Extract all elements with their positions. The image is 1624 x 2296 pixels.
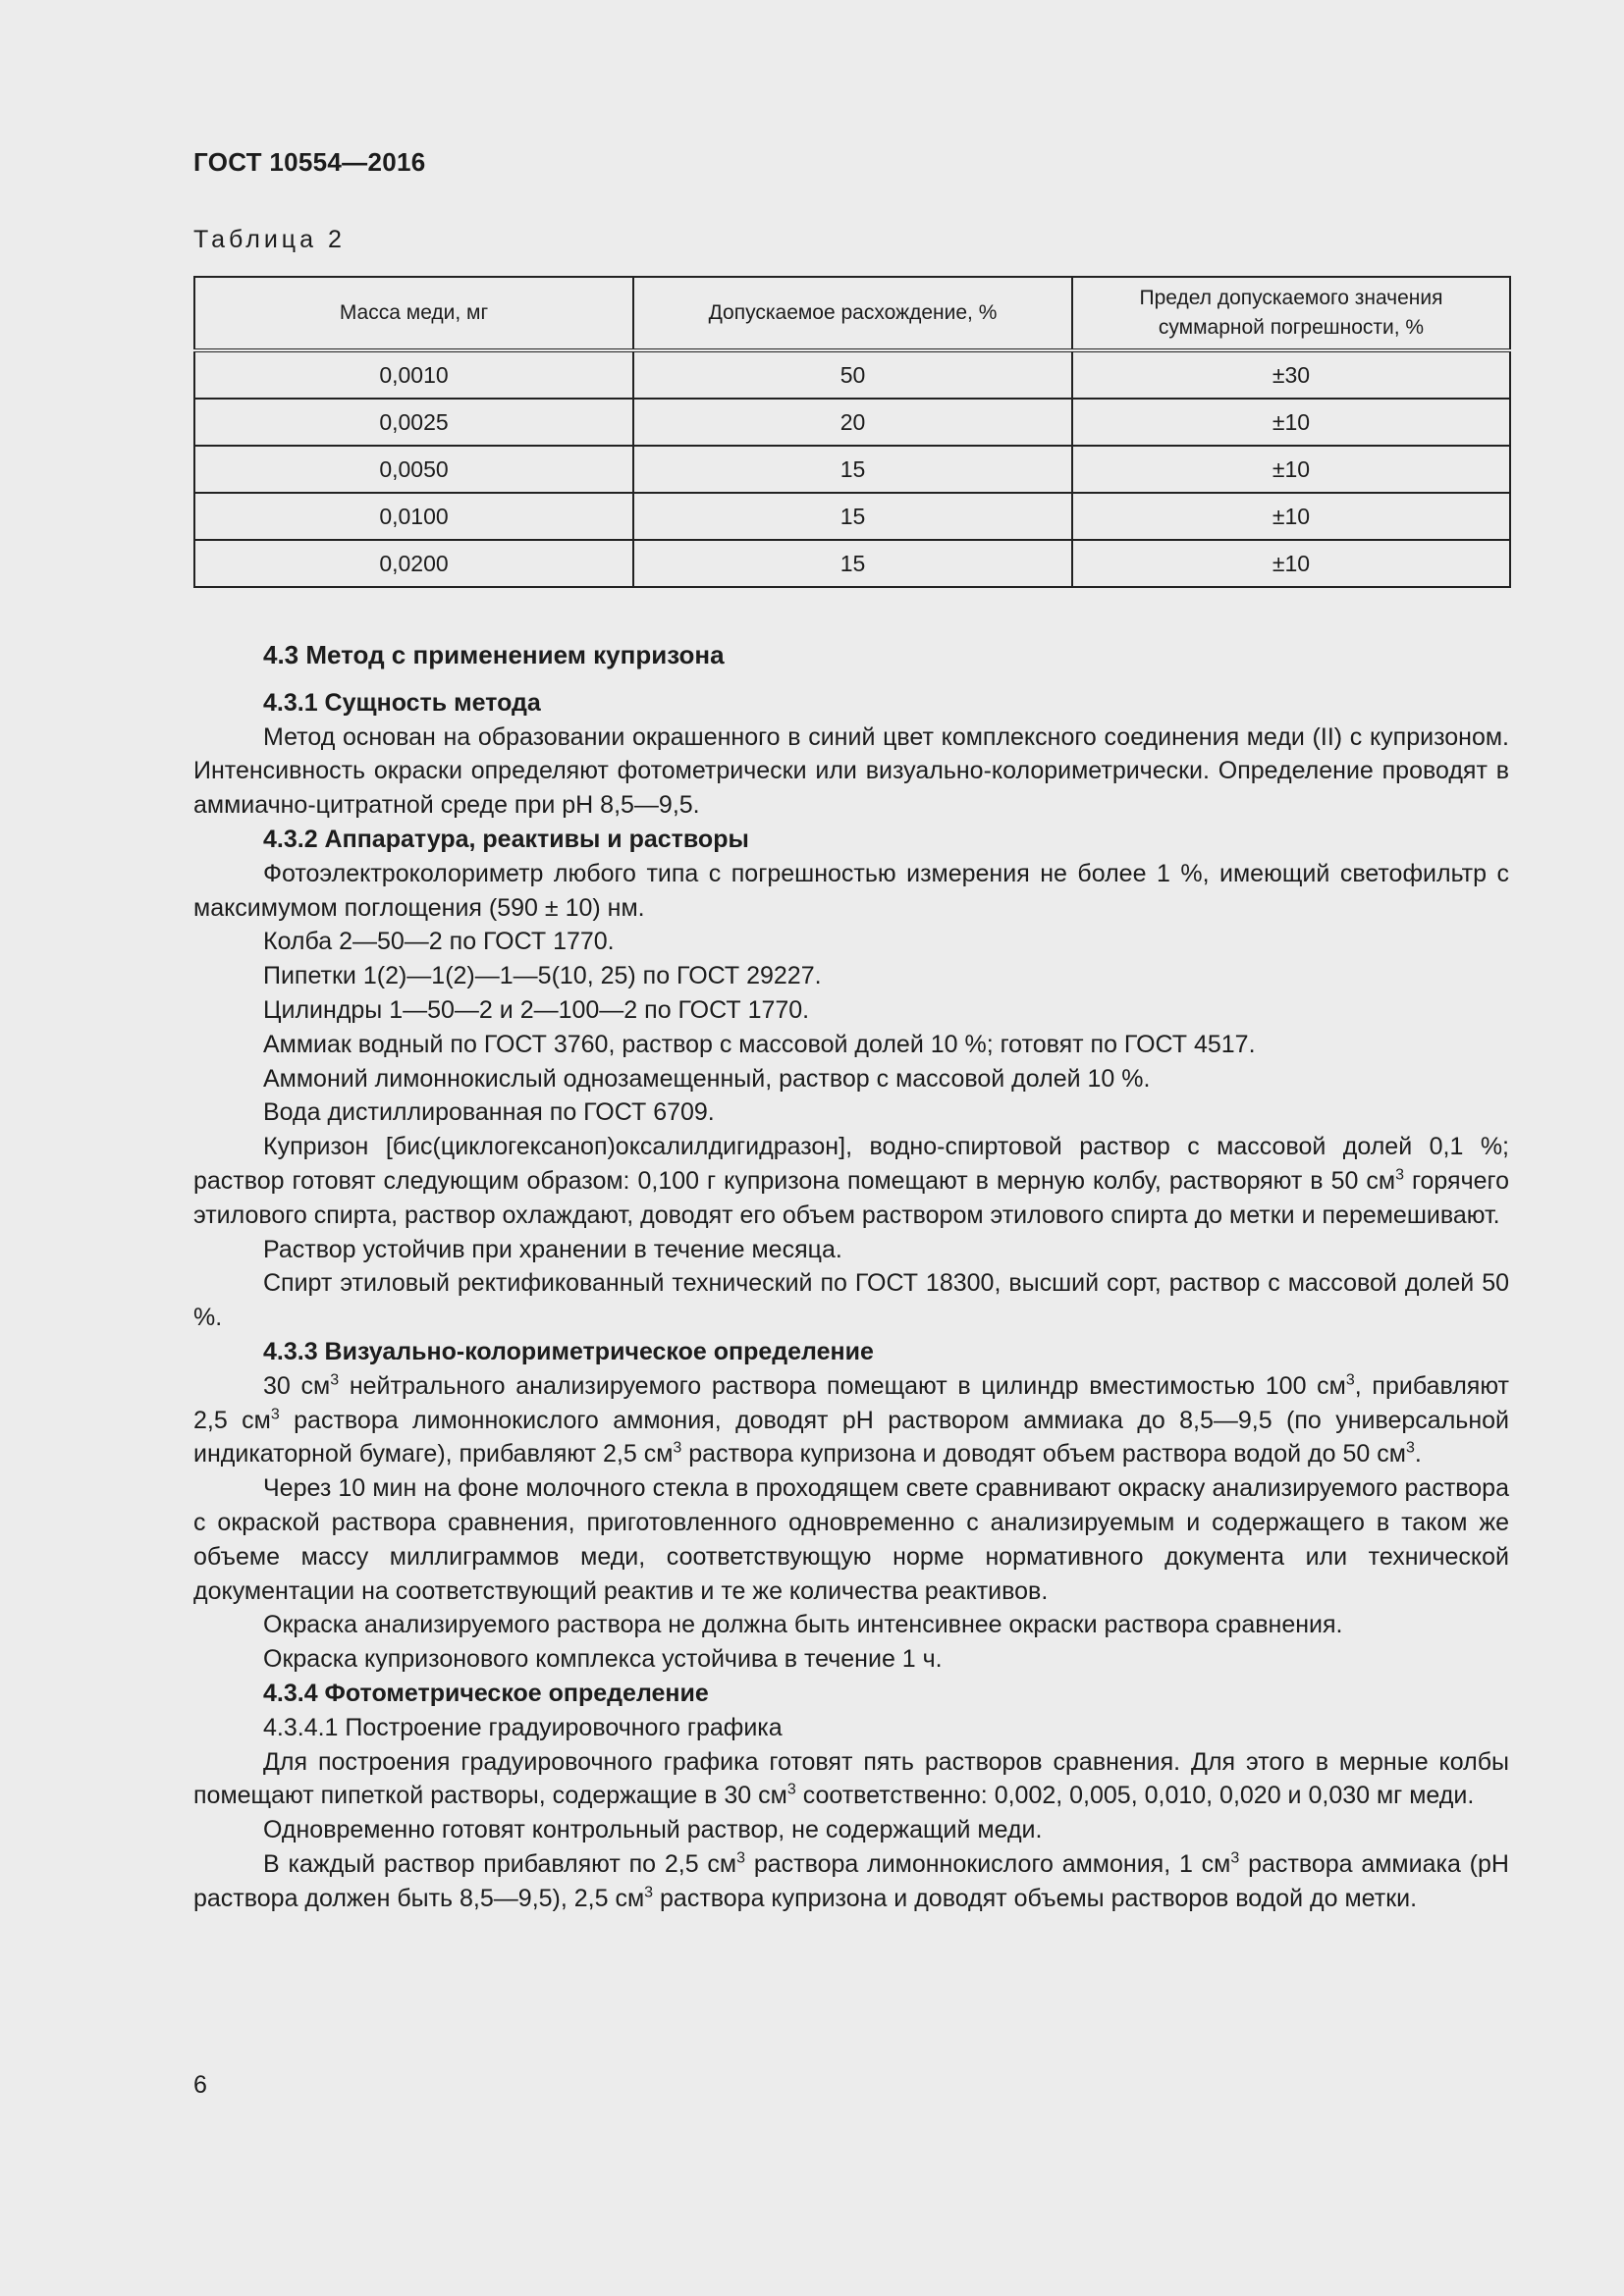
paragraph: [193, 1745, 1509, 1814]
document-body: [193, 638, 1509, 1915]
subsection-heading: 4.3.2 Аппаратура, реактивы и растворы: [263, 825, 749, 853]
paragraph: Вода дистиллированная по ГОСТ 6709.: [263, 1098, 715, 1127]
paragraph: Через 10 мин на фоне молочного стекла в проходящем свете сравнивают окраску анализируемого раствора с окраской раствора сравнения, приготовленного одновременно с анализируемым и содержащего в таком же объеме массу миллиграммов меди, соответствующую норме нормативного документа или технической документации на соответствующий реактив и те же количества реактивов.: [193, 1474, 1509, 1605]
table-cell: 0,0100: [194, 493, 633, 540]
paragraph: Аммоний лимоннокислый однозамещенный, раствор с массовой долей 10 %.: [263, 1064, 1151, 1093]
text-run: .: [1414, 1440, 1422, 1468]
paragraph: Спирт этиловый ректификованный технический по ГОСТ 18300, высший сорт, раствор с массовой долей 50 %.: [193, 1269, 1509, 1332]
table-cell: ±10: [1072, 446, 1510, 493]
table-cell: 15: [633, 446, 1072, 493]
text-run: 30 см: [263, 1371, 331, 1400]
table-row: [194, 446, 1510, 493]
paragraph: Одновременно готовят контрольный раствор, не содержащий меди.: [263, 1816, 1043, 1844]
superscript: 3: [736, 1849, 746, 1867]
superscript: 3: [1395, 1166, 1404, 1184]
table-cell: 15: [633, 493, 1072, 540]
text-run: , прибавляют 2,5 см: [193, 1371, 1509, 1434]
table-row: [194, 493, 1510, 540]
text-run: раствора купризона и доводят объемы растворов водой до метки.: [653, 1884, 1418, 1912]
text-run: раствора купризона и доводят объем раствора водой до 50 см: [681, 1440, 1406, 1468]
table-header-row: [194, 277, 1510, 350]
text-run: соответственно: 0,002, 0,005, 0,010, 0,020 и 0,030 мг меди.: [795, 1782, 1475, 1810]
paragraph: [193, 1130, 1509, 1232]
table-row: [194, 350, 1510, 399]
paragraph: Цилиндры 1—50—2 и 2—100—2 по ГОСТ 1770.: [263, 995, 810, 1024]
superscript: 3: [1230, 1849, 1240, 1867]
document-header: ГОСТ 10554—2016: [193, 147, 426, 177]
superscript: 3: [330, 1371, 340, 1389]
paragraph: Метод основан на образовании окрашенного в синий цвет комплексного соединения меди (II) с купризоном. Интенсивность окраски определяют фотометрически или визуально-колориметрически. Определение проводят в аммиачно-цитратной среде при pH 8,5—9,5.: [193, 722, 1509, 820]
text-run: нейтрального анализируемого раствора помещают в цилиндр вместимостью 100 см: [339, 1371, 1346, 1400]
column-header: Предел допускаемого значения суммарной погрешности, %: [1072, 277, 1510, 350]
table-cell: 0,0025: [194, 399, 633, 446]
paragraph: Раствор устойчив при хранении в течение месяца.: [263, 1235, 842, 1263]
paragraph: Окраска купризонового комплекса устойчива в течение 1 ч.: [263, 1645, 943, 1674]
table-cell: 50: [633, 350, 1072, 399]
paragraph: Фотоэлектроколориметр любого типа с погрешностью измерения не более 1 %, имеющий светофильтр с максимумом поглощения (590 ± 10) нм.: [193, 859, 1509, 922]
text-run: раствора аммиака (pH раствора должен быть 8,5—9,5), 2,5 см: [193, 1849, 1509, 1912]
table-cell: ±10: [1072, 399, 1510, 446]
superscript: 3: [786, 1781, 796, 1798]
paragraph: Пипетки 1(2)—1(2)—1—5(10, 25) по ГОСТ 29227.: [263, 962, 822, 990]
text-run: горячего этилового спирта, раствор охлаждают, доводят его объем раствором этилового спирта до метки и перемешивают.: [193, 1166, 1509, 1229]
paragraph: Колба 2—50—2 по ГОСТ 1770.: [263, 928, 615, 956]
table-cell: ±10: [1072, 540, 1510, 587]
subsection-heading: 4.3.1 Сущность метода: [263, 688, 541, 717]
text-run: раствора лимоннокислого аммония, доводят pH раствором аммиака до 8,5—9,5 (по универсальной индикаторной бумаге), прибавляют 2,5 см: [193, 1406, 1509, 1468]
data-table: [193, 276, 1511, 588]
subsection-heading: 4.3.4 Фотометрическое определение: [263, 1679, 709, 1707]
superscript: 3: [270, 1406, 280, 1423]
table-cell: 20: [633, 399, 1072, 446]
text-run: В каждый раствор прибавляют по 2,5 см: [263, 1849, 737, 1878]
paragraph: [193, 1847, 1509, 1916]
table-cell: 15: [633, 540, 1072, 587]
superscript: 3: [1345, 1371, 1355, 1389]
sub-subsection-heading: 4.3.4.1 Построение градуировочного графика: [263, 1713, 783, 1741]
superscript: 3: [644, 1884, 654, 1901]
table-caption: Таблица 2: [193, 226, 346, 253]
page-number: 6: [193, 2071, 207, 2099]
paragraph: Аммиак водный по ГОСТ 3760, раствор с массовой долей 10 %; готовят по ГОСТ 4517.: [263, 1030, 1256, 1058]
table-cell: 0,0200: [194, 540, 633, 587]
subsection-heading: 4.3.3 Визуально-колориметрическое определение: [263, 1337, 874, 1365]
paragraph: [193, 1369, 1509, 1471]
table-row: [194, 399, 1510, 446]
section-heading: 4.3 Метод с применением купризона: [263, 640, 725, 669]
table-cell: 0,0010: [194, 350, 633, 399]
column-header: Допускаемое расхождение, %: [633, 277, 1072, 350]
column-header: Масса меди, мг: [194, 277, 633, 350]
table-row: [194, 540, 1510, 587]
text-run: Для построения градуировочного графика готовят пять растворов сравнения. Для этого в мерные колбы помещают пипеткой растворы, содержащие в 30 см: [193, 1747, 1509, 1810]
text-run: Купризон [бис(циклогексаноп)оксалилдигидразон], водно-спиртовой раствор с массовой долей 0,1 %; раствор готовят следующим образом: 0,100 г купризона помещают в мерную колбу, растворяют в 50 см: [193, 1133, 1509, 1195]
table-cell: 0,0050: [194, 446, 633, 493]
text-run: раствора лимоннокислого аммония, 1 см: [745, 1849, 1231, 1878]
superscript: 3: [673, 1440, 682, 1457]
table-cell: ±30: [1072, 350, 1510, 399]
paragraph: Окраска анализируемого раствора не должна быть интенсивнее окраски раствора сравнения.: [263, 1611, 1343, 1639]
table-cell: ±10: [1072, 493, 1510, 540]
superscript: 3: [1405, 1440, 1415, 1457]
